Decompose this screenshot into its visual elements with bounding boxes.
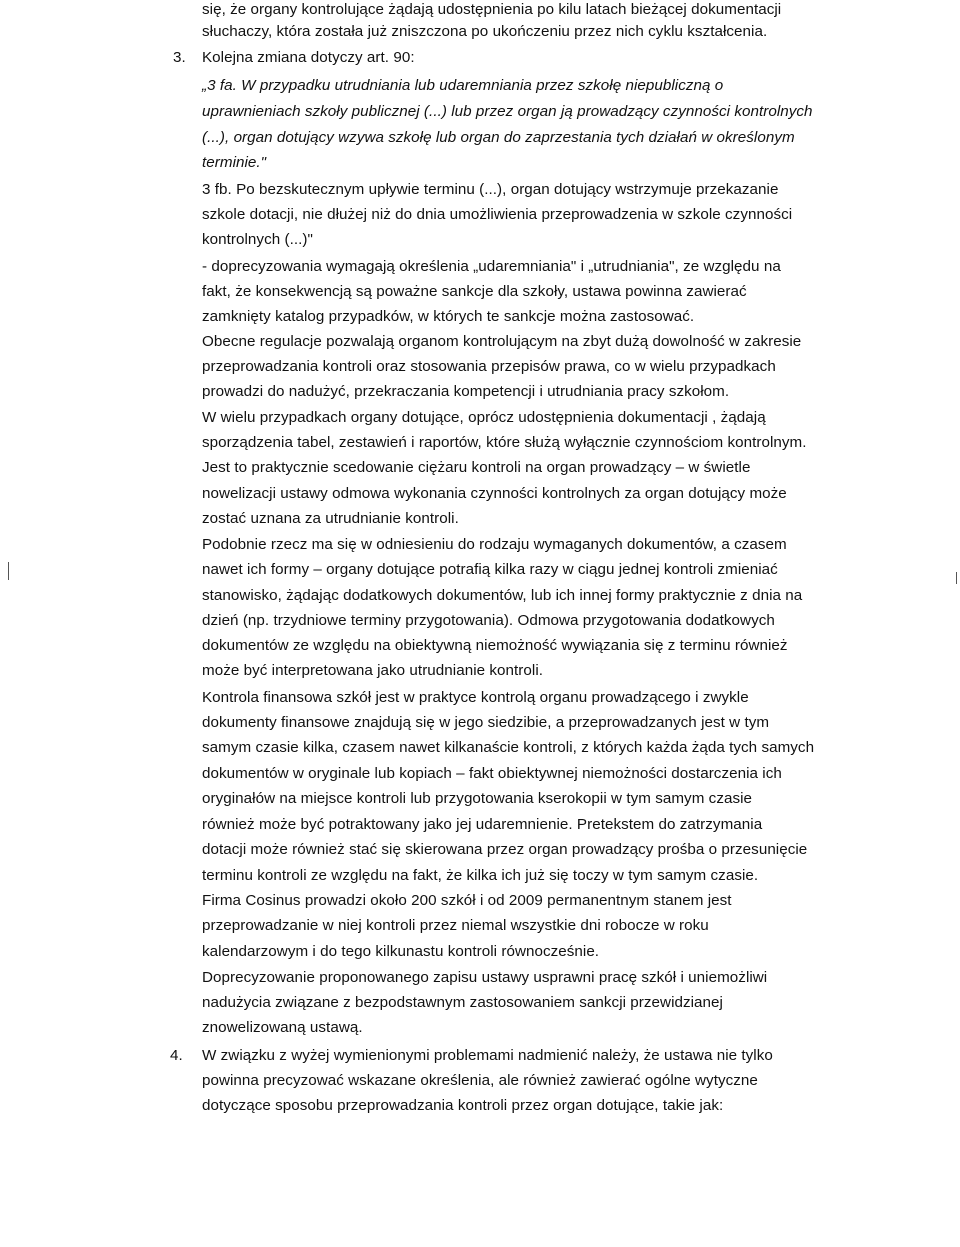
text-line: zostać uznana za utrudnianie kontroli. xyxy=(202,510,459,527)
text-line: prowadzi do nadużyć, przekraczania kompetencji i utrudniania pracy szkołom. xyxy=(202,383,730,400)
text-line: Podobnie rzecz ma się w odniesieniu do rodzaju wymaganych dokumentów, a czasem xyxy=(202,536,787,553)
text-line: Kontrola finansowa szkół jest w praktyce kontrolą organu prowadzącego i zwykle xyxy=(202,689,749,706)
text-line: nawet ich formy – organy dotujące potrafią kilka razy w ciągu jednej kontroli zmieniać xyxy=(202,561,778,578)
text-line: W wielu przypadkach organy dotujące, oprócz udostępnienia dokumentacji , żądają xyxy=(202,409,766,426)
text-line: powinna precyzować wskazane określenia, ale również zawierać ogólne wytyczne xyxy=(202,1072,758,1089)
text-line: może być interpretowana jako utrudnianie kontroli. xyxy=(202,662,544,679)
quoted-line: uprawnieniach szkoły publicznej (...) lub przez organ ją prowadzący czynności kontrolnych xyxy=(202,103,813,120)
text-line: samym czasie kilka, czasem nawet kilkanaście kontroli, z których każda żąda tych samych xyxy=(202,739,815,756)
text-line: Doprecyzowanie proponowanego zapisu ustawy usprawni pracę szkół i uniemożliwi xyxy=(202,969,768,986)
list-number: 3. xyxy=(173,49,186,66)
text-line: kontrolnych (...)" xyxy=(202,231,313,248)
text-line: dotyczące sposobu przeprowadzania kontroli przez organ dotujące, takie jak: xyxy=(202,1097,724,1114)
text-line: słuchaczy, która została już zniszczona po ukończeniu przez nich cyklu kształcenia. xyxy=(202,23,768,40)
text-line: W związku z wyżej wymienionymi problemami nadmienić należy, że ustawa nie tylko xyxy=(202,1047,773,1064)
text-line: dotacji może również stać się skierowana przez organ prowadzący prośba o przesunięcie xyxy=(202,841,808,858)
text-line: znowelizowaną ustawą. xyxy=(202,1019,363,1036)
text-line: również może być potraktowany jako jej udaremnienie. Pretekstem do zatrzymania xyxy=(202,816,763,833)
text-line: się, że organy kontrolujące żądają udostępnienia po kilu latach bieżącej dokumentacji xyxy=(202,1,782,18)
text-line: terminu kontroli ze względu na fakt, że kilka ich już się toczy w tym samym czasie. xyxy=(202,867,759,884)
text-line: kalendarzowym i do tego kilkunastu kontroli równocześnie. xyxy=(202,943,600,960)
list-number: 4. xyxy=(170,1047,183,1064)
text-line: nadużycia związane z bezpodstawnym zastosowaniem sankcji przewidzianej xyxy=(202,994,723,1011)
quoted-line: terminie." xyxy=(202,154,267,171)
text-line: dokumentów w oryginale lub kopiach – fakt obiektywnej niemożności dostarczenia ich xyxy=(202,765,782,782)
text-line: Jest to praktycznie scedowanie ciężaru kontroli na organ prowadzący – w świetle xyxy=(202,459,751,476)
margin-mark-left xyxy=(8,562,9,580)
text-line: nowelizacji ustawy odmowa wykonania czynności kontrolnych za organ dotujący może xyxy=(202,485,787,502)
margin-mark-right xyxy=(956,572,957,584)
text-line: przeprowadzania kontroli oraz stosowania przepisów prawa, co w wielu przypadkach xyxy=(202,358,776,375)
text-line: dokumenty finansowe znajdują się w jego siedzibie, a przeprowadzanych jest w tym xyxy=(202,714,770,731)
text-line: sporządzenia tabel, zestawień i raportów, które służą wyłącznie czynnościom kontrolnym. xyxy=(202,434,807,451)
text-line: fakt, że konsekwencją są poważne sankcje dla szkoły, ustawa powinna zawierać xyxy=(202,283,747,300)
text-line: 3 fb. Po bezskutecznym upływie terminu (...), organ dotujący wstrzymuje przekazanie xyxy=(202,181,779,198)
text-line: dokumentów ze względu na obiektywną niemożność wywiązania się z terminu również xyxy=(202,637,788,654)
quoted-line: „3 fa. W przypadku utrudniania lub udaremniania przez szkołę niepubliczną o xyxy=(202,77,724,94)
text-line: przeprowadzanie w niej kontroli przez niemal wszystkie dni robocze w roku xyxy=(202,917,709,934)
text-line: szkole dotacji, nie dłużej niż do dnia umożliwienia przeprowadzenia w szkole czynności xyxy=(202,206,793,223)
text-line: Firma Cosinus prowadzi około 200 szkół i od 2009 permanentnym stanem jest xyxy=(202,892,732,909)
text-line: dzień (np. trzydniowe terminy przygotowania). Odmowa przygotowania dodatkowych xyxy=(202,612,775,629)
text-line: oryginałów na miejsce kontroli lub przygotowania kserokopii w tym samym czasie xyxy=(202,790,753,807)
text-line: Kolejna zmiana dotyczy art. 90: xyxy=(202,49,415,66)
text-line: stanowisko, żądając dodatkowych dokumentów, lub ich innej formy praktycznie z dnia na xyxy=(202,587,803,604)
text-line: zamknięty katalog przypadków, w których te sankcje można zastosować. xyxy=(202,308,695,325)
text-line: Obecne regulacje pozwalają organom kontrolującym na zbyt dużą dowolność w zakresie xyxy=(202,333,802,350)
text-line: - doprecyzowania wymagają określenia „udaremniania" i „utrudniania", ze względu na xyxy=(202,258,781,275)
quoted-line: (...), organ dotujący wzywa szkołę lub organ do zaprzestania tych działań w określonym xyxy=(202,129,795,146)
